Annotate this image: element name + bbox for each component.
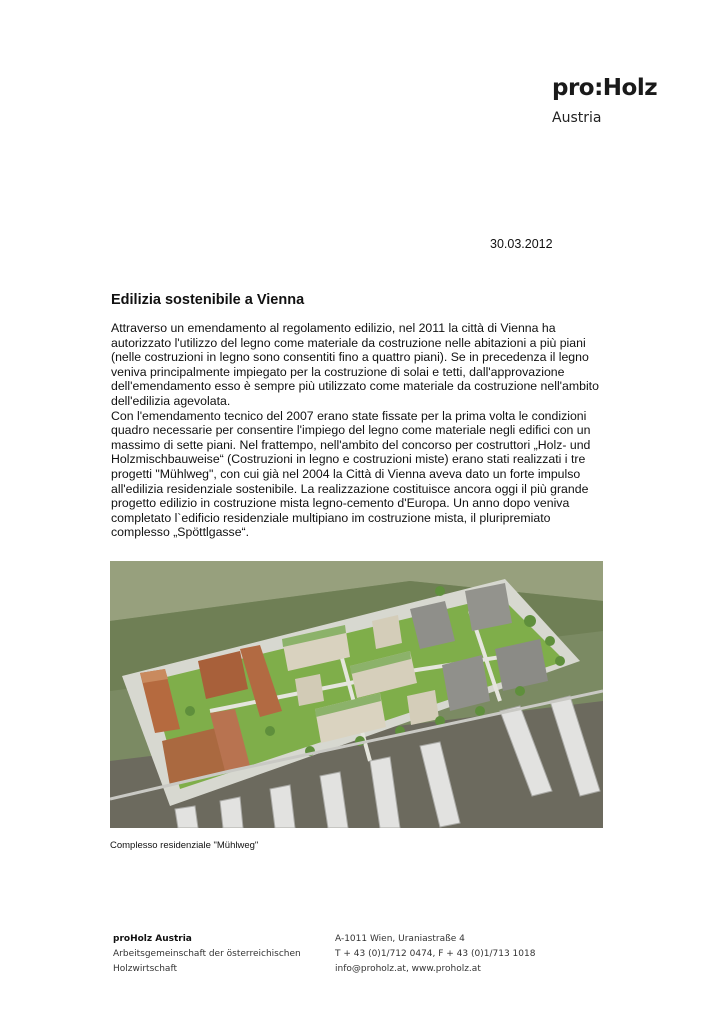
footer-address: A-1011 Wien, Uraniastraße 4 xyxy=(335,934,465,944)
paragraph-1: Attraverso un emendamento al regolamento edilizio, nel 2011 la città di Vienna ha autorizzato l'utilizzo del legno come materiale da costruzione nelle abitazioni a più piani (nelle costruzioni in legno sono consentiti fino a quattro piani). Se in precedenza il legno veniva principalmente impiegato per la costruzione di solai e tetti, dall'approvazione dell'emendamento esso è sempre più utilizzato come materiale da costruzione nell'ambito dell'edilizia agevolata. xyxy=(111,321,599,408)
aerial-rendering-muhlweg xyxy=(110,561,603,828)
footer-org-line3: Holzwirtschaft xyxy=(113,964,177,974)
footer-web[interactable]: info@proholz.at, www.proholz.at xyxy=(335,964,481,974)
footer-organization xyxy=(113,932,301,977)
article-body xyxy=(111,321,611,540)
logo-name: pro:Holz xyxy=(552,75,658,101)
proholz-logo xyxy=(552,74,657,126)
footer-org-line2: Arbeitsgemeinschaft der österreichischen xyxy=(113,949,301,959)
logo-country: Austria xyxy=(552,110,602,126)
article-title: Edilizia sostenibile a Vienna xyxy=(111,292,305,308)
footer-org-name: proHolz Austria xyxy=(113,934,192,944)
image-caption: Complesso residenziale "Mühlweg" xyxy=(110,840,259,851)
paragraph-2: Con l'emendamento tecnico del 2007 erano state fissate per la prima volta le condizioni quadro necessarie per consentire l'impiego del legno come materiale negli edifici con un massimo di sette piani. Nel frattempo, nell'ambito del concorso per costruttori „Holz- und Holzmischbauweise“ (Costruzioni in legno e costruzioni miste) erano stati realizzati i tre progetti "Mühlweg", con cui già nel 2004 la Città di Vienna aveva dato un forte impulso all'edilizia residenziale sostenibile. La realizzazione costituisce ancora oggi il più grande progetto edilizio in costruzione mista legno-cemento d'Europa. Un anno dopo veniva completato l`edificio residenziale multipiano im costruzione mista, il pluripremiato complesso „Spöttlgasse“. xyxy=(111,408,591,540)
footer-phone: T + 43 (0)1/712 0474, F + 43 (0)1/713 1018 xyxy=(335,949,536,959)
document-date: 30.03.2012 xyxy=(490,237,553,251)
footer-contact xyxy=(335,932,535,977)
